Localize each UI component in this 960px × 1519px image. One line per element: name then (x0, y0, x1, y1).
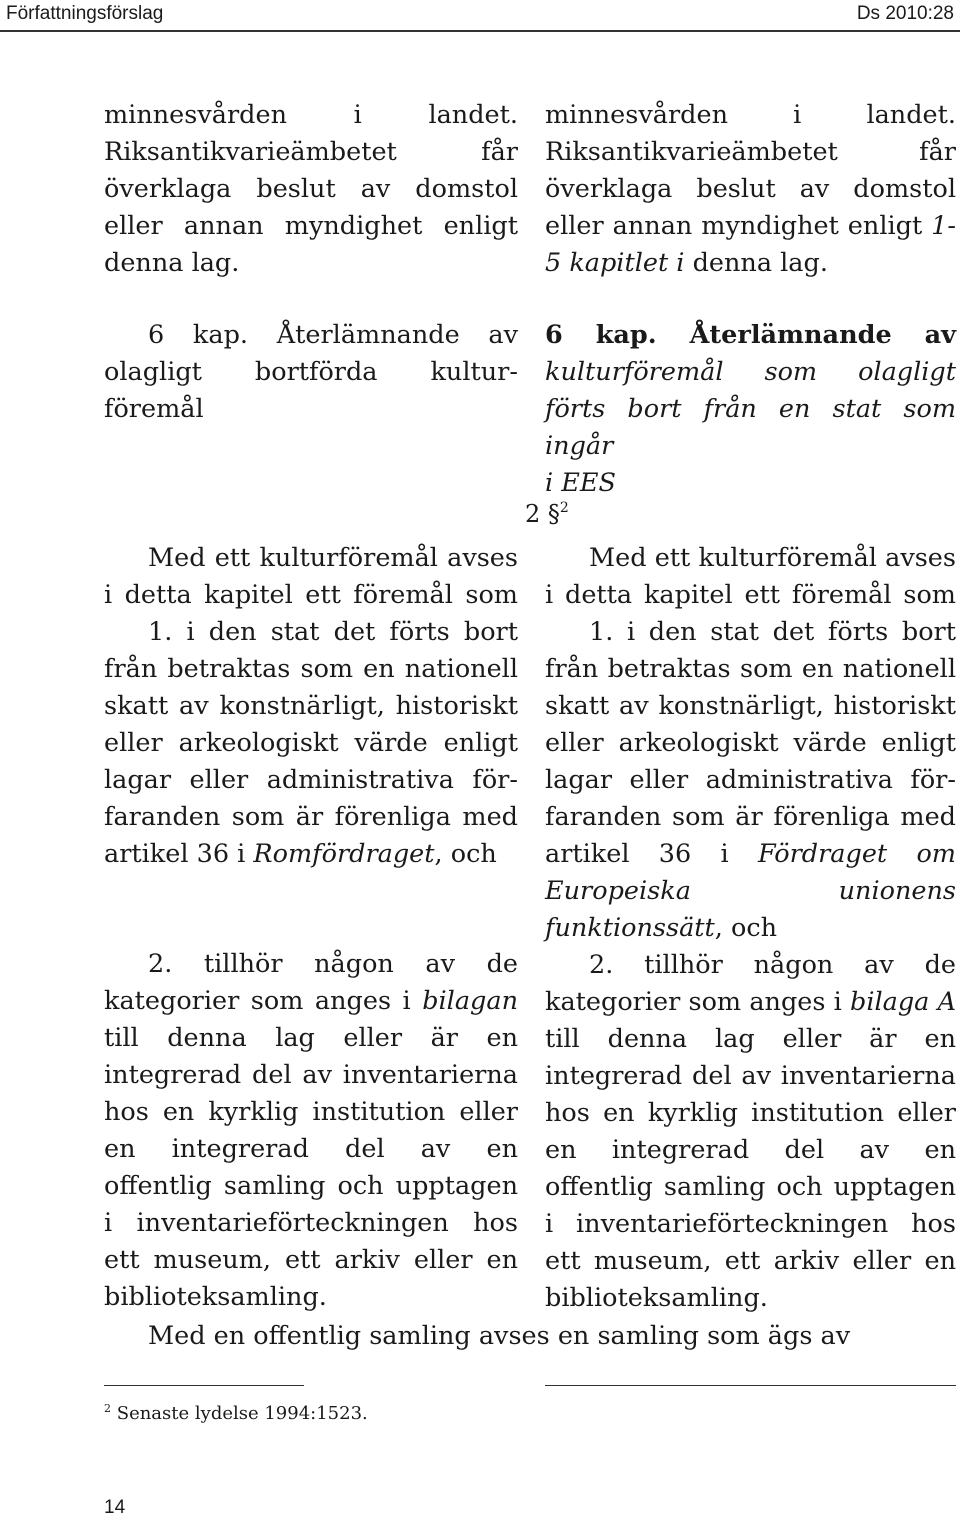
right-item1-line: funktionssätt, och (545, 913, 778, 943)
right-p1-line: i detta kapitel ett föremål som (545, 580, 956, 610)
section-paragraph-mark: 2 §$^2$ (525, 500, 569, 528)
header-document-id: Ds 2010:28 (856, 3, 954, 24)
left-p1-line: Med ett kulturföremål avses (148, 543, 518, 573)
header-section-title: Författningsförslag (6, 3, 164, 24)
left-romfordraget-ref: Romfördraget (253, 839, 435, 869)
left-item1-line: eller arkeologiskt värde enligt (104, 728, 518, 758)
right-p1-line: Med ett kulturföremål avses (589, 543, 956, 573)
page-number: 14 (104, 1497, 126, 1518)
right-item2-line: 2. tillhör någon av de (589, 950, 956, 980)
right-item1-line: Europeiska unionens (545, 876, 956, 906)
left-item2-line: integrerad del av inventarierna (104, 1060, 518, 1090)
footnote-text: Senaste lydelse 1994:1523. (116, 1403, 368, 1424)
right-heading-line: förts bort från en stat som ingår (545, 394, 956, 461)
left-intro (104, 97, 518, 282)
left-item2-line: biblioteksamling. (104, 1282, 327, 1312)
left-item2-line: till denna lag eller är en (104, 1023, 518, 1053)
right-item1-line: faranden som är förenliga med (545, 802, 956, 832)
left-item2-line: en integrerad del av en (104, 1134, 518, 1164)
left-heading-line: 6 kap. Återlämnande av (148, 320, 518, 350)
right-item1-line: lagar eller administrativa för- (545, 765, 956, 795)
right-heading-line: i EES (545, 468, 616, 498)
left-item1-line: 1. i den stat det förts bort (148, 617, 518, 647)
right-chapter-heading (545, 317, 956, 502)
left-item2-line: hos en kyrklig institution eller (104, 1097, 518, 1127)
right-item1-line: 1. i den stat det förts bort (589, 617, 956, 647)
right-item2-line: integrerad del av inventarierna (545, 1061, 956, 1091)
left-section-body (104, 540, 518, 873)
footnote-rule (545, 1385, 956, 1386)
right-intro-line: minnesvården i landet. (545, 100, 956, 130)
left-item1-last-line: artikel 36 i Romfördraget, och (104, 839, 497, 869)
left-item2-line: offentlig samling och upptagen (104, 1171, 518, 1201)
right-item2-line: biblioteksamling. (545, 1283, 768, 1313)
left-item2-line: i inventarieförteckningen hos (104, 1208, 518, 1238)
left-intro-line: denna lag. (104, 248, 240, 278)
right-intro-line: Riksantikvarieämbetet får (545, 137, 956, 167)
header-rule (0, 30, 960, 32)
right-heading-line: 6 kap. Återlämnande av (545, 320, 956, 350)
left-item2 (104, 946, 518, 1316)
right-item2-line: ett museum, ett arkiv eller en (545, 1246, 956, 1276)
right-intro-line: överklaga beslut av domstol (545, 174, 956, 204)
right-item1-line: artikel 36 i Fördraget om (545, 839, 956, 869)
right-item1-line: skatt av konstnärligt, historiskt (545, 691, 956, 721)
left-bilagan-ref: bilagan (422, 986, 518, 1016)
left-item2-line: kategorier som anges i bilagan (104, 986, 518, 1016)
footnote: $^2$ Senaste lydelse 1994:1523. (104, 1402, 368, 1424)
left-item1-line: lagar eller administrativa för- (104, 765, 518, 795)
left-intro-line: eller annan myndighet enligt (104, 211, 518, 241)
running-header (0, 0, 960, 30)
right-item2-line: i inventarieförteckningen hos (545, 1209, 956, 1239)
right-intro-line: 5 kapitlet i denna lag. (545, 248, 828, 278)
right-item1-line: eller arkeologiskt värde enligt (545, 728, 956, 758)
right-item2-line: en integrerad del av en (545, 1135, 956, 1165)
left-item1-line: faranden som är förenliga med (104, 802, 518, 832)
right-item2-line: till denna lag eller är en (545, 1024, 956, 1054)
footnote-reference: 2 (559, 500, 569, 516)
left-heading-line: olagligt bortförda kultur- (104, 357, 518, 387)
left-intro-line: Riksantikvarieämbetet får (104, 137, 518, 167)
right-item2-line: kategorier som anges i bilaga A (545, 987, 956, 1017)
right-fordraget-ref: Fördraget om (757, 839, 956, 869)
left-p1-line: i detta kapitel ett föremål som (104, 580, 518, 610)
left-item2-line: ett museum, ett arkiv eller en (104, 1245, 518, 1275)
right-item2-line: offentlig samling och upptagen (545, 1172, 956, 1202)
right-heading-line: kulturföremål som olagligt (545, 357, 956, 387)
right-bilaga-a-ref: bilaga A (850, 987, 956, 1017)
left-intro-line: minnesvården i landet. (104, 100, 518, 130)
footnote-rule (104, 1385, 304, 1386)
left-chapter-heading (104, 317, 518, 428)
right-item1-line: från betraktas som en nationell (545, 654, 956, 684)
left-intro-line: överklaga beslut av domstol (104, 174, 518, 204)
continuation-text: Med en offentlig samling avses en samling som ägs av (148, 1321, 851, 1351)
left-item2-line: 2. tillhör någon av de (148, 949, 518, 979)
left-item1-line: från betraktas som en nationell (104, 654, 518, 684)
right-intro-line: eller annan myndighet enligt 1- (545, 211, 956, 241)
right-item2-line: hos en kyrklig institution eller (545, 1098, 956, 1128)
right-intro (545, 97, 956, 282)
left-heading-line: föremål (104, 394, 204, 424)
left-item1-line: skatt av konstnärligt, historiskt (104, 691, 518, 721)
right-section-body (545, 540, 956, 1317)
